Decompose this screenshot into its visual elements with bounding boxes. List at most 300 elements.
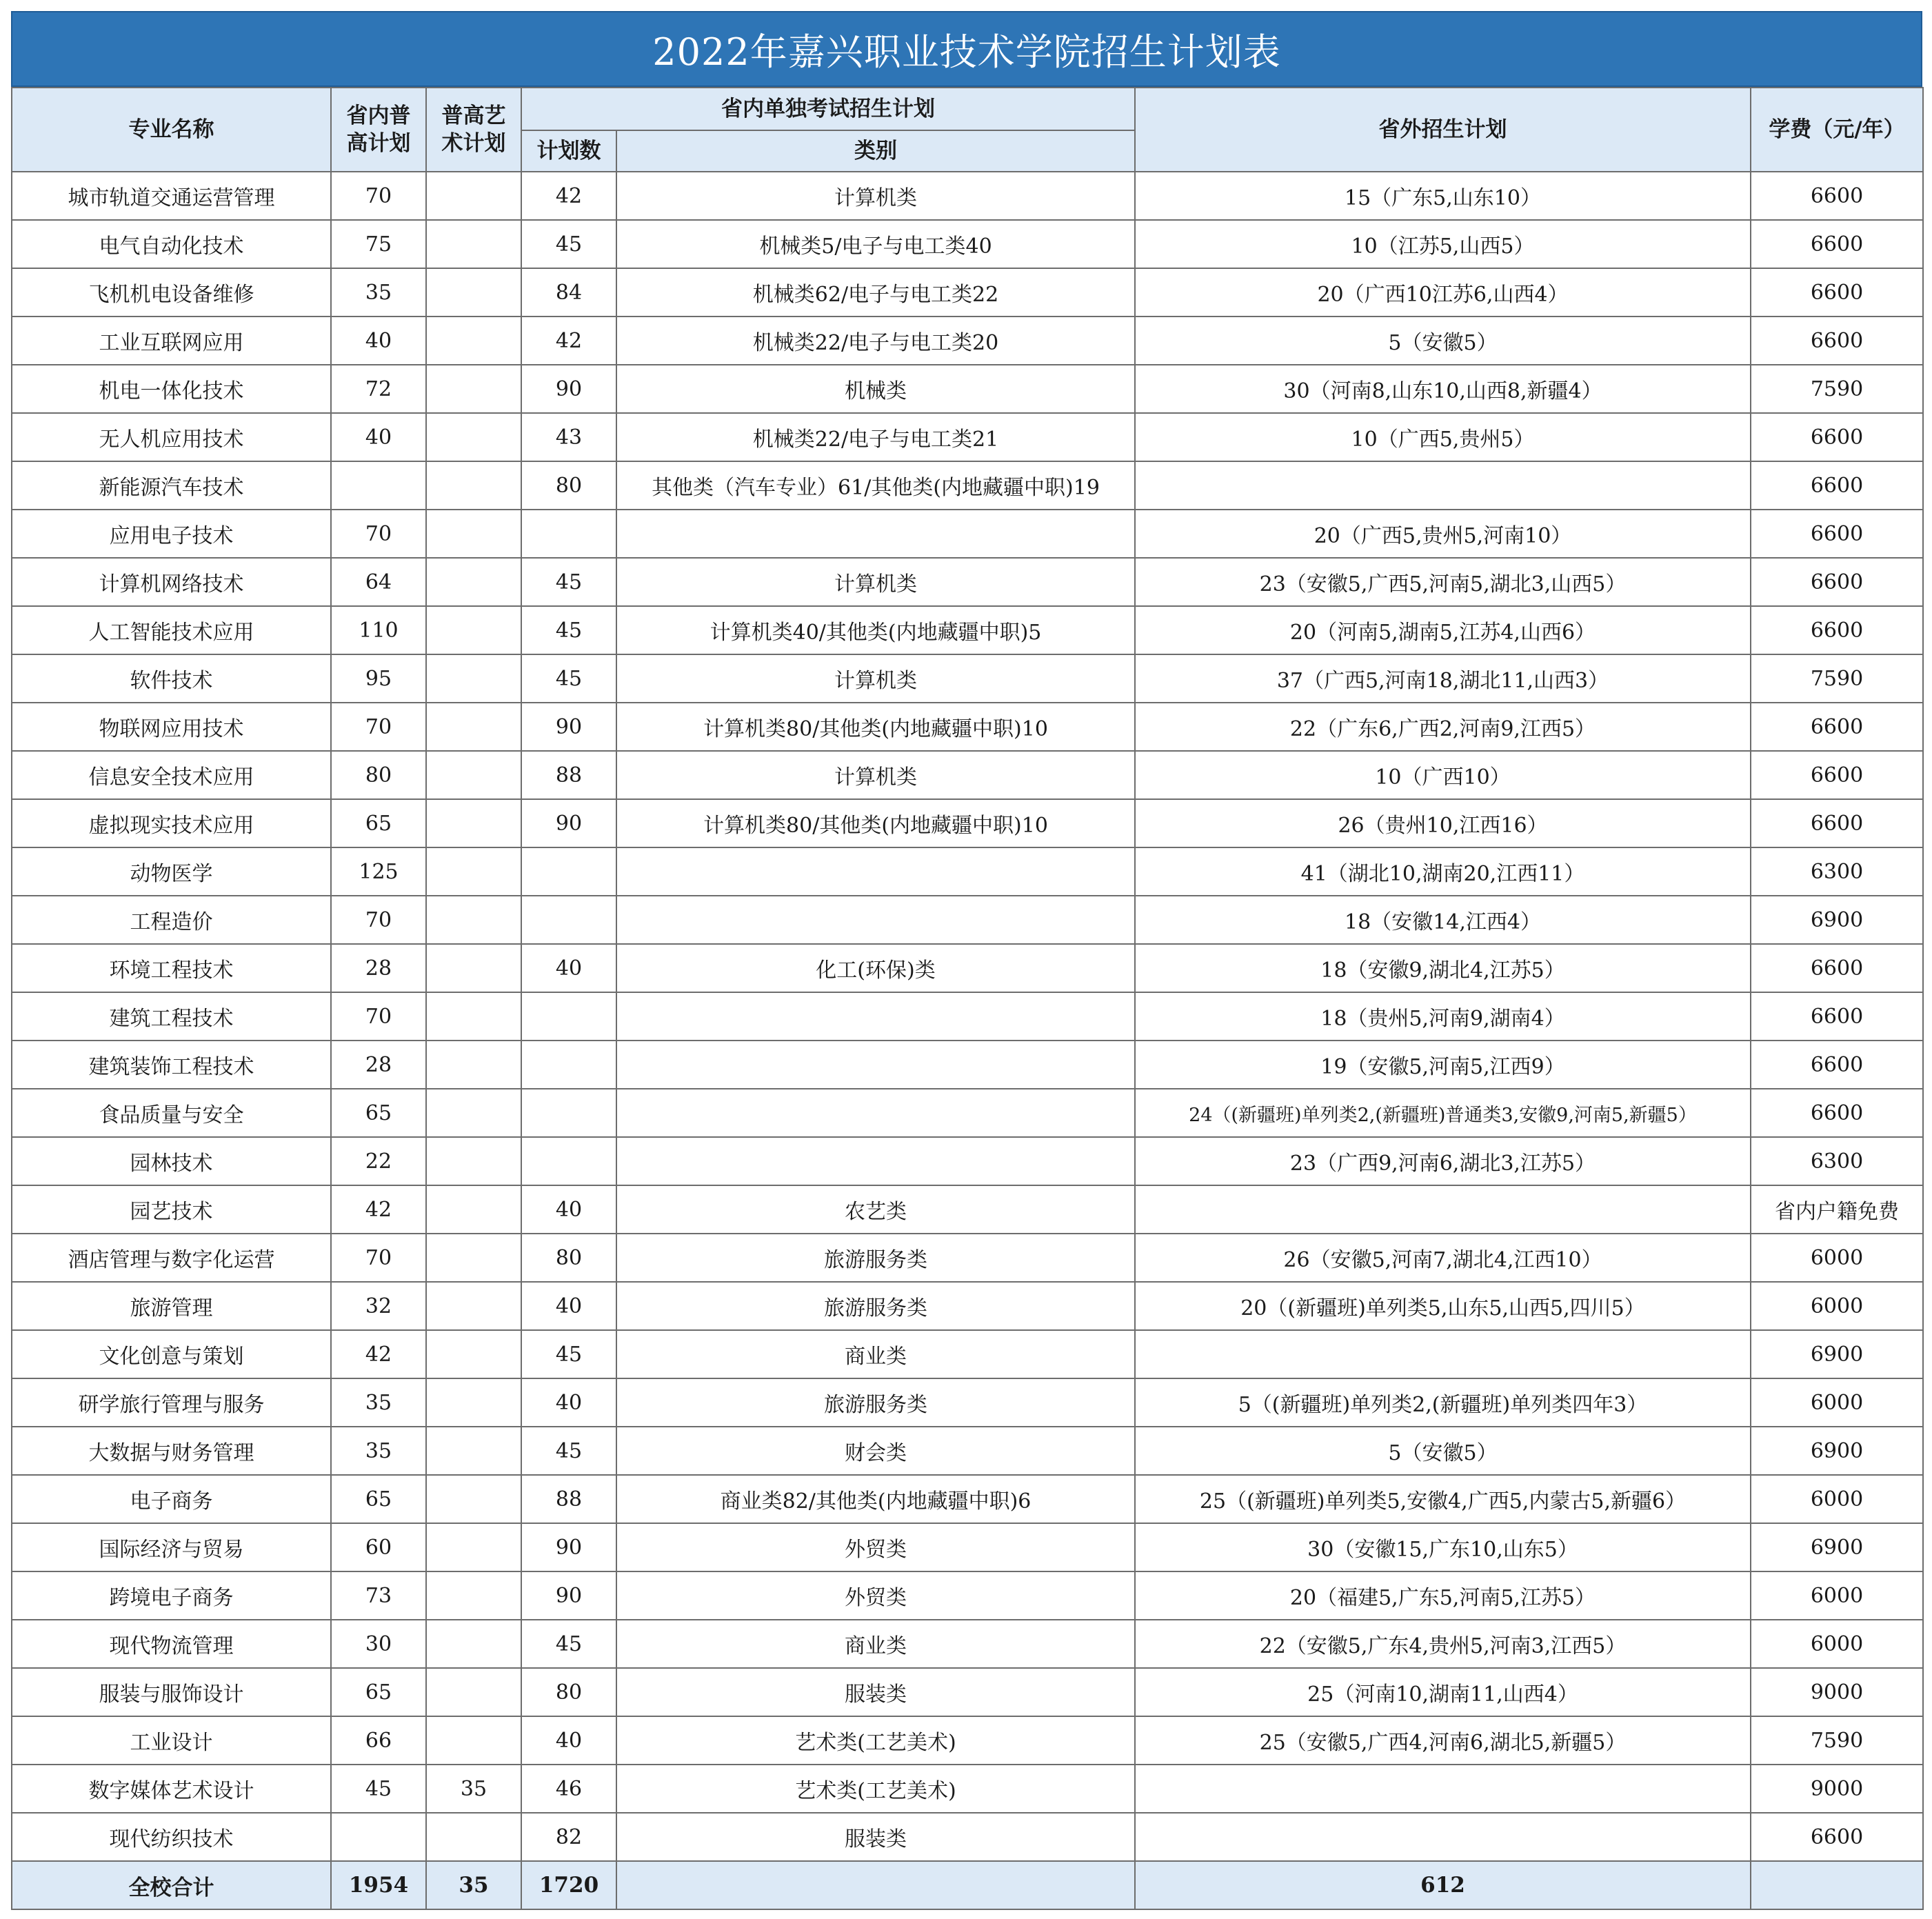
plan-count-cell: 80 — [521, 1234, 616, 1282]
in-gaokao-cell: 70 — [331, 992, 426, 1041]
in-gaokao-cell: 65 — [331, 1475, 426, 1523]
major-cell: 酒店管理与数字化运营 — [12, 1234, 331, 1282]
in-gaokao-cell: 42 — [331, 1330, 426, 1378]
out-province-cell: 30（河南8,山东10,山西8,新疆4） — [1135, 365, 1751, 413]
plan-count-cell: 88 — [521, 751, 616, 799]
tuition-cell: 9000 — [1751, 1668, 1923, 1716]
table-row — [12, 703, 1923, 751]
table-row — [12, 510, 1923, 558]
category-cell — [616, 847, 1135, 896]
major-cell: 服装与服饰设计 — [12, 1668, 331, 1716]
out-province-cell: 10（江苏5,山西5） — [1135, 220, 1751, 268]
table-row — [12, 1427, 1923, 1475]
in-gaokao-cell: 60 — [331, 1523, 426, 1571]
table-row — [12, 365, 1923, 413]
major-cell: 城市轨道交通运营管理 — [12, 172, 331, 220]
art-cell — [426, 1089, 521, 1137]
category-cell: 机械类 — [616, 365, 1135, 413]
header-category: 类别 — [616, 130, 1135, 172]
in-gaokao-cell: 40 — [331, 413, 426, 461]
category-cell: 计算机类 — [616, 558, 1135, 606]
major-cell: 信息安全技术应用 — [12, 751, 331, 799]
art-cell — [426, 847, 521, 896]
table-row — [12, 1041, 1923, 1089]
category-cell: 外贸类 — [616, 1523, 1135, 1571]
out-province-cell: 5（(新疆班)单列类2,(新疆班)单列类四年3） — [1135, 1378, 1751, 1427]
in-gaokao-cell: 95 — [331, 654, 426, 703]
category-cell: 计算机类 — [616, 172, 1135, 220]
in-gaokao-cell: 70 — [331, 1234, 426, 1282]
tuition-cell: 6600 — [1751, 606, 1923, 654]
plan-count-cell: 40 — [521, 1185, 616, 1234]
out-province-cell: 26（安徽5,河南7,湖北4,江西10） — [1135, 1234, 1751, 1282]
plan-count-cell — [521, 1089, 616, 1137]
in-gaokao-cell: 28 — [331, 944, 426, 992]
art-cell — [426, 606, 521, 654]
tuition-cell: 6900 — [1751, 1523, 1923, 1571]
tuition-cell: 9000 — [1751, 1765, 1923, 1813]
major-cell: 现代纺织技术 — [12, 1813, 331, 1861]
category-cell: 化工(环保)类 — [616, 944, 1135, 992]
major-cell: 飞机机电设备维修 — [12, 268, 331, 317]
table-row — [12, 1571, 1923, 1620]
tuition-cell: 7590 — [1751, 365, 1923, 413]
category-cell: 机械类5/电子与电工类40 — [616, 220, 1135, 268]
major-cell: 虚拟现实技术应用 — [12, 799, 331, 847]
tuition-cell: 6300 — [1751, 847, 1923, 896]
in-gaokao-cell: 110 — [331, 606, 426, 654]
art-cell — [426, 1378, 521, 1427]
in-gaokao-cell: 75 — [331, 220, 426, 268]
total-out-province-cell: 612 — [1135, 1861, 1751, 1909]
in-gaokao-cell: 42 — [331, 1185, 426, 1234]
category-cell: 旅游服务类 — [616, 1234, 1135, 1282]
category-cell: 商业类82/其他类(内地藏疆中职)6 — [616, 1475, 1135, 1523]
table-row — [12, 847, 1923, 896]
in-gaokao-cell: 30 — [331, 1620, 426, 1668]
in-gaokao-cell: 70 — [331, 172, 426, 220]
table-row — [12, 1620, 1923, 1668]
art-cell — [426, 1137, 521, 1185]
tuition-cell: 6300 — [1751, 1137, 1923, 1185]
out-province-cell: 10（广西5,贵州5） — [1135, 413, 1751, 461]
category-cell: 计算机类 — [616, 654, 1135, 703]
tuition-cell: 6600 — [1751, 1813, 1923, 1861]
in-gaokao-cell: 65 — [331, 1668, 426, 1716]
header-art — [426, 88, 521, 172]
major-cell: 人工智能技术应用 — [12, 606, 331, 654]
category-cell: 计算机类80/其他类(内地藏疆中职)10 — [616, 703, 1135, 751]
category-cell: 服装类 — [616, 1813, 1135, 1861]
sheet-title: 2022年嘉兴职业技术学院招生计划表 — [11, 11, 1922, 87]
table-row — [12, 799, 1923, 847]
out-province-cell: 23（广西9,河南6,湖北3,江苏5） — [1135, 1137, 1751, 1185]
total-tuition-cell — [1751, 1861, 1923, 1909]
table-row — [12, 558, 1923, 606]
category-cell — [616, 1137, 1135, 1185]
major-cell: 新能源汽车技术 — [12, 461, 331, 510]
major-cell: 机电一体化技术 — [12, 365, 331, 413]
plan-count-cell: 45 — [521, 1620, 616, 1668]
in-gaokao-cell: 32 — [331, 1282, 426, 1330]
out-province-cell: 37（广西5,河南18,湖北11,山西3） — [1135, 654, 1751, 703]
plan-count-cell — [521, 1137, 616, 1185]
out-province-cell — [1135, 461, 1751, 510]
art-cell — [426, 1813, 521, 1861]
plan-count-cell: 90 — [521, 365, 616, 413]
table-row — [12, 1765, 1923, 1813]
header-tuition: 学费（元/年） — [1751, 88, 1923, 172]
plan-count-cell: 40 — [521, 1716, 616, 1765]
category-cell: 外贸类 — [616, 1571, 1135, 1620]
tuition-cell: 6600 — [1751, 751, 1923, 799]
category-cell: 机械类22/电子与电工类21 — [616, 413, 1135, 461]
plan-count-cell: 45 — [521, 558, 616, 606]
out-province-cell: 30（安徽15,广东10,山东5） — [1135, 1523, 1751, 1571]
tuition-cell: 6600 — [1751, 172, 1923, 220]
plan-count-cell — [521, 896, 616, 944]
table-row — [12, 413, 1923, 461]
plan-count-cell: 40 — [521, 1282, 616, 1330]
in-gaokao-cell: 28 — [331, 1041, 426, 1089]
category-cell: 旅游服务类 — [616, 1282, 1135, 1330]
major-cell: 大数据与财务管理 — [12, 1427, 331, 1475]
art-cell — [426, 268, 521, 317]
plan-count-cell: 90 — [521, 703, 616, 751]
art-cell — [426, 1523, 521, 1571]
out-province-cell: 20（(新疆班)单列类5,山东5,山西5,四川5） — [1135, 1282, 1751, 1330]
major-cell: 园艺技术 — [12, 1185, 331, 1234]
table-row — [12, 751, 1923, 799]
in-gaokao-cell: 80 — [331, 751, 426, 799]
major-cell: 建筑装饰工程技术 — [12, 1041, 331, 1089]
art-cell — [426, 1427, 521, 1475]
in-gaokao-cell: 35 — [331, 268, 426, 317]
out-province-cell: 22（安徽5,广东4,贵州5,河南3,江西5） — [1135, 1620, 1751, 1668]
art-cell — [426, 1475, 521, 1523]
art-cell — [426, 365, 521, 413]
out-province-cell: 25（(新疆班)单列类5,安徽4,广西5,内蒙古5,新疆6） — [1135, 1475, 1751, 1523]
art-cell — [426, 1620, 521, 1668]
art-cell — [426, 172, 521, 220]
tuition-cell: 6000 — [1751, 1475, 1923, 1523]
table-row — [12, 1137, 1923, 1185]
plan-count-cell: 80 — [521, 1668, 616, 1716]
tuition-cell: 6600 — [1751, 220, 1923, 268]
major-cell: 物联网应用技术 — [12, 703, 331, 751]
art-cell — [426, 896, 521, 944]
major-cell: 电气自动化技术 — [12, 220, 331, 268]
table-row — [12, 654, 1923, 703]
table-row — [12, 220, 1923, 268]
out-province-cell: 24（(新疆班)单列类2,(新疆班)普通类3,安徽9,河南5,新疆5） — [1135, 1089, 1751, 1137]
in-gaokao-cell: 22 — [331, 1137, 426, 1185]
major-cell: 环境工程技术 — [12, 944, 331, 992]
category-cell: 其他类（汽车专业）61/其他类(内地藏疆中职)19 — [616, 461, 1135, 510]
major-cell: 文化创意与策划 — [12, 1330, 331, 1378]
tuition-cell: 6600 — [1751, 944, 1923, 992]
category-cell — [616, 992, 1135, 1041]
plan-count-cell — [521, 510, 616, 558]
art-cell — [426, 220, 521, 268]
art-cell — [426, 1041, 521, 1089]
plan-count-cell — [521, 847, 616, 896]
category-cell: 旅游服务类 — [616, 1378, 1135, 1427]
plan-count-cell: 45 — [521, 220, 616, 268]
tuition-cell: 6600 — [1751, 558, 1923, 606]
header-plan-count: 计划数 — [521, 130, 616, 172]
total-plan-count-cell: 1720 — [521, 1861, 616, 1909]
plan-count-cell: 90 — [521, 1571, 616, 1620]
out-province-cell — [1135, 1765, 1751, 1813]
out-province-cell: 18（贵州5,河南9,湖南4） — [1135, 992, 1751, 1041]
in-gaokao-cell: 64 — [331, 558, 426, 606]
table-row — [12, 1330, 1923, 1378]
category-cell: 计算机类40/其他类(内地藏疆中职)5 — [616, 606, 1135, 654]
plan-count-cell: 43 — [521, 413, 616, 461]
in-gaokao-cell: 35 — [331, 1427, 426, 1475]
enrollment-sheet — [11, 11, 1922, 1910]
enrollment-table — [11, 87, 1924, 1910]
art-cell — [426, 751, 521, 799]
art-cell — [426, 1282, 521, 1330]
plan-count-cell: 40 — [521, 1378, 616, 1427]
art-cell — [426, 317, 521, 365]
out-province-cell: 5（安徽5） — [1135, 317, 1751, 365]
art-cell — [426, 1668, 521, 1716]
table-row — [12, 944, 1923, 992]
total-in-gaokao-cell: 1954 — [331, 1861, 426, 1909]
art-cell — [426, 1234, 521, 1282]
out-province-cell: 26（贵州10,江西16） — [1135, 799, 1751, 847]
out-province-cell: 18（安徽9,湖北4,江苏5） — [1135, 944, 1751, 992]
art-cell — [426, 558, 521, 606]
category-cell: 商业类 — [616, 1330, 1135, 1378]
category-cell — [616, 510, 1135, 558]
in-gaokao-cell: 70 — [331, 510, 426, 558]
plan-count-cell: 80 — [521, 461, 616, 510]
major-cell: 建筑工程技术 — [12, 992, 331, 1041]
header-art-line1: 普高艺 — [441, 103, 506, 128]
tuition-cell: 6000 — [1751, 1571, 1923, 1620]
major-cell: 园林技术 — [12, 1137, 331, 1185]
out-province-cell: 20（福建5,广东5,河南5,江苏5） — [1135, 1571, 1751, 1620]
art-cell — [426, 510, 521, 558]
in-gaokao-cell: 70 — [331, 896, 426, 944]
table-body — [12, 172, 1923, 1909]
table-row — [12, 1475, 1923, 1523]
major-cell: 工业互联网应用 — [12, 317, 331, 365]
category-cell — [616, 1041, 1135, 1089]
total-major-cell: 全校合计 — [12, 1861, 331, 1909]
category-cell: 计算机类 — [616, 751, 1135, 799]
out-province-cell: 18（安徽14,江西4） — [1135, 896, 1751, 944]
total-row — [12, 1861, 1923, 1909]
major-cell: 旅游管理 — [12, 1282, 331, 1330]
major-cell: 数字媒体艺术设计 — [12, 1765, 331, 1813]
tuition-cell: 7590 — [1751, 1716, 1923, 1765]
table-row — [12, 606, 1923, 654]
header-in-gaokao-line1: 省内普 — [346, 103, 411, 128]
in-gaokao-cell — [331, 461, 426, 510]
art-cell — [426, 944, 521, 992]
plan-count-cell — [521, 1041, 616, 1089]
out-province-cell: 25（河南10,湖南11,山西4） — [1135, 1668, 1751, 1716]
table-row — [12, 461, 1923, 510]
table-row — [12, 268, 1923, 317]
table-row — [12, 1813, 1923, 1861]
major-cell: 工程造价 — [12, 896, 331, 944]
table-row — [12, 992, 1923, 1041]
category-cell: 艺术类(工艺美术) — [616, 1765, 1135, 1813]
art-cell — [426, 1185, 521, 1234]
tuition-cell: 6600 — [1751, 703, 1923, 751]
art-cell: 35 — [426, 1765, 521, 1813]
plan-count-cell: 45 — [521, 606, 616, 654]
plan-count-cell: 45 — [521, 1427, 616, 1475]
art-cell — [426, 1330, 521, 1378]
table-row — [12, 1234, 1923, 1282]
out-province-cell: 20（广西10江苏6,山西4） — [1135, 268, 1751, 317]
out-province-cell — [1135, 1185, 1751, 1234]
header-in-gaokao-line2: 高计划 — [346, 131, 411, 156]
tuition-cell: 6600 — [1751, 510, 1923, 558]
plan-count-cell: 40 — [521, 944, 616, 992]
art-cell — [426, 413, 521, 461]
category-cell: 计算机类80/其他类(内地藏疆中职)10 — [616, 799, 1135, 847]
tuition-cell: 6600 — [1751, 317, 1923, 365]
out-province-cell: 15（广东5,山东10） — [1135, 172, 1751, 220]
tuition-cell: 省内户籍免费 — [1751, 1185, 1923, 1234]
major-cell: 工业设计 — [12, 1716, 331, 1765]
table-row — [12, 1185, 1923, 1234]
out-province-cell: 5（安徽5） — [1135, 1427, 1751, 1475]
total-category-cell — [616, 1861, 1135, 1909]
out-province-cell: 23（安徽5,广西5,河南5,湖北3,山西5） — [1135, 558, 1751, 606]
header-in-gaokao — [331, 88, 426, 172]
tuition-cell: 6900 — [1751, 896, 1923, 944]
total-art-cell: 35 — [426, 1861, 521, 1909]
table-row — [12, 1668, 1923, 1716]
category-cell: 商业类 — [616, 1620, 1135, 1668]
tuition-cell: 6000 — [1751, 1378, 1923, 1427]
major-cell: 国际经济与贸易 — [12, 1523, 331, 1571]
in-gaokao-cell: 65 — [331, 799, 426, 847]
category-cell: 机械类62/电子与电工类22 — [616, 268, 1135, 317]
header-art-line2: 术计划 — [441, 131, 506, 156]
plan-count-cell: 90 — [521, 799, 616, 847]
tuition-cell: 7590 — [1751, 654, 1923, 703]
plan-count-cell: 82 — [521, 1813, 616, 1861]
art-cell — [426, 799, 521, 847]
out-province-cell — [1135, 1330, 1751, 1378]
tuition-cell: 6600 — [1751, 413, 1923, 461]
tuition-cell: 6900 — [1751, 1427, 1923, 1475]
category-cell — [616, 1089, 1135, 1137]
major-cell: 研学旅行管理与服务 — [12, 1378, 331, 1427]
plan-count-cell: 84 — [521, 268, 616, 317]
plan-count-cell: 88 — [521, 1475, 616, 1523]
art-cell — [426, 1571, 521, 1620]
in-gaokao-cell: 35 — [331, 1378, 426, 1427]
category-cell: 服装类 — [616, 1668, 1135, 1716]
category-cell: 艺术类(工艺美术) — [616, 1716, 1135, 1765]
out-province-cell — [1135, 1813, 1751, 1861]
art-cell — [426, 461, 521, 510]
table-row — [12, 1716, 1923, 1765]
in-gaokao-cell: 45 — [331, 1765, 426, 1813]
table-row — [12, 1378, 1923, 1427]
plan-count-cell — [521, 992, 616, 1041]
major-cell: 应用电子技术 — [12, 510, 331, 558]
table-header — [12, 88, 1923, 172]
major-cell: 动物医学 — [12, 847, 331, 896]
table-row — [12, 1523, 1923, 1571]
in-gaokao-cell: 40 — [331, 317, 426, 365]
major-cell: 计算机网络技术 — [12, 558, 331, 606]
major-cell: 现代物流管理 — [12, 1620, 331, 1668]
art-cell — [426, 703, 521, 751]
tuition-cell: 6600 — [1751, 1041, 1923, 1089]
out-province-cell: 22（广东6,广西2,河南9,江西5） — [1135, 703, 1751, 751]
plan-count-cell: 46 — [521, 1765, 616, 1813]
tuition-cell: 6600 — [1751, 992, 1923, 1041]
table-row — [12, 896, 1923, 944]
out-province-cell: 20（河南5,湖南5,江苏4,山西6） — [1135, 606, 1751, 654]
tuition-cell: 6600 — [1751, 799, 1923, 847]
in-gaokao-cell: 66 — [331, 1716, 426, 1765]
table-row — [12, 172, 1923, 220]
major-cell: 食品质量与安全 — [12, 1089, 331, 1137]
tuition-cell: 6000 — [1751, 1234, 1923, 1282]
in-gaokao-cell: 125 — [331, 847, 426, 896]
table-row — [12, 317, 1923, 365]
table-row — [12, 1282, 1923, 1330]
major-cell: 软件技术 — [12, 654, 331, 703]
header-single-exam: 省内单独考试招生计划 — [521, 88, 1135, 130]
in-gaokao-cell — [331, 1813, 426, 1861]
out-province-cell: 19（安徽5,河南5,江西9） — [1135, 1041, 1751, 1089]
plan-count-cell: 90 — [521, 1523, 616, 1571]
tuition-cell: 6000 — [1751, 1282, 1923, 1330]
table-row — [12, 1089, 1923, 1137]
tuition-cell: 6600 — [1751, 268, 1923, 317]
tuition-cell: 6000 — [1751, 1620, 1923, 1668]
plan-count-cell: 45 — [521, 654, 616, 703]
major-cell: 无人机应用技术 — [12, 413, 331, 461]
tuition-cell: 6600 — [1751, 1089, 1923, 1137]
in-gaokao-cell: 72 — [331, 365, 426, 413]
out-province-cell: 41（湖北10,湖南20,江西11） — [1135, 847, 1751, 896]
major-cell: 电子商务 — [12, 1475, 331, 1523]
plan-count-cell: 42 — [521, 317, 616, 365]
tuition-cell: 6600 — [1751, 461, 1923, 510]
category-cell: 机械类22/电子与电工类20 — [616, 317, 1135, 365]
header-out-province: 省外招生计划 — [1135, 88, 1751, 172]
header-major: 专业名称 — [12, 88, 331, 172]
tuition-cell: 6900 — [1751, 1330, 1923, 1378]
plan-count-cell: 42 — [521, 172, 616, 220]
art-cell — [426, 1716, 521, 1765]
category-cell — [616, 896, 1135, 944]
in-gaokao-cell: 70 — [331, 703, 426, 751]
out-province-cell: 20（广西5,贵州5,河南10） — [1135, 510, 1751, 558]
in-gaokao-cell: 73 — [331, 1571, 426, 1620]
out-province-cell: 25（安徽5,广西4,河南6,湖北5,新疆5） — [1135, 1716, 1751, 1765]
out-province-cell: 10（广西10） — [1135, 751, 1751, 799]
art-cell — [426, 992, 521, 1041]
in-gaokao-cell: 65 — [331, 1089, 426, 1137]
